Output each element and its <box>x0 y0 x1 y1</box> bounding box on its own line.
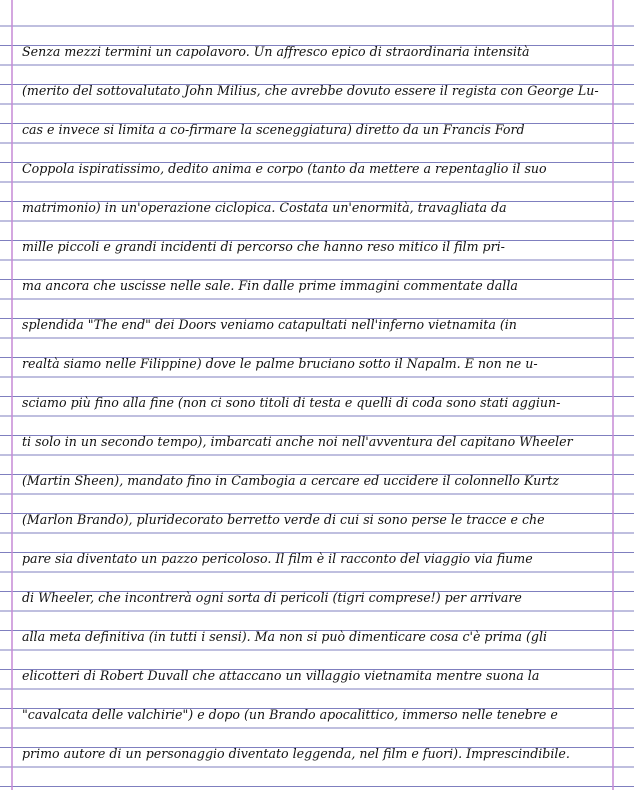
text-line-16: alla meta definitiva (in tutti i sensi). Ma non si può dimenticare cosa c'è prima (gli <box>22 629 548 644</box>
text-line-12: (Martin Sheen), mandato fino in Cambogia a cercare ed uccidere il colonnello Kurtz <box>22 473 559 488</box>
text-line-14: pare sia diventato un pazzo pericoloso. Il film è il racconto del viaggio via fiume <box>22 551 533 566</box>
text-line-17: elicotteri di Robert Duvall che attaccano un villaggio vietnamita mentre suona la <box>22 668 540 683</box>
text-line-7: ma ancora che uscisse nelle sale. Fin dalle prime immagini commentate dalla <box>22 278 518 293</box>
text-line-2: (merito del sottovalutato John Milius, che avrebbe dovuto essere il regista con George Lu- <box>22 83 599 98</box>
text-line-6: mille piccoli e grandi incidenti di percorso che hanno reso mitico il film pri- <box>22 239 505 254</box>
text-line-11: ti solo in un secondo tempo), imbarcati anche noi nell'avventura del capitano Wheeler <box>22 434 573 449</box>
text-line-18: "cavalcata delle valchirie") e dopo (un Brando apocalittico, immerso nelle tenebre e <box>22 707 558 722</box>
text-line-4: Coppola ispiratissimo, dedito anima e corpo (tanto da mettere a repentaglio il suo <box>22 161 547 176</box>
text-line-19: primo autore di un personaggio diventato leggenda, nel film e fuori). Imprescindibile. <box>22 746 570 761</box>
text-line-5: matrimonio) in un'operazione ciclopica. Costata un'enormità, travagliata da <box>22 200 507 215</box>
text-line-1: Senza mezzi termini un capolavoro. Un affresco epico di straordinaria intensità <box>22 44 530 59</box>
text-line-13: (Marlon Brando), pluridecorato berretto verde di cui si sono perse le tracce e che <box>22 512 545 527</box>
text-line-9: realtà siamo nelle Filippine) dove le palme bruciano sotto il Napalm. E non ne u- <box>22 356 538 371</box>
text-line-15: di Wheeler, che incontrerà ogni sorta di pericoli (tigri comprese!) per arrivare <box>22 590 522 605</box>
text-line-3: cas e invece si limita a co-firmare la sceneggiatura) diretto da un Francis Ford <box>22 122 525 137</box>
text-line-10: sciamo più fino alla fine (non ci sono titoli di testa e quelli di coda sono stati aggiun- <box>22 395 561 410</box>
text-line-8: splendida "The end" dei Doors veniamo catapultati nell'inferno vietnamita (in <box>22 317 517 332</box>
